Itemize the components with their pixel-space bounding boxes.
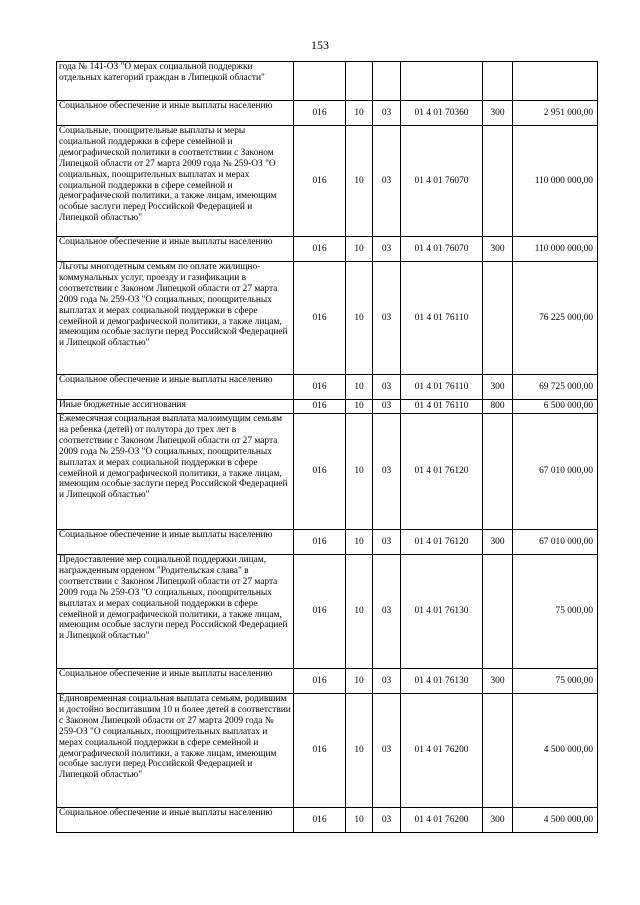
- section-code: 10: [346, 126, 373, 237]
- target-code: 01 4 01 76070: [401, 126, 483, 237]
- ministry-code: [294, 62, 346, 101]
- ministry-code: 016: [294, 101, 346, 126]
- subsection-code: 03: [373, 669, 401, 694]
- expense-type-code: [483, 694, 513, 808]
- budget-table: [56, 61, 598, 833]
- section-code: 10: [346, 555, 373, 669]
- target-code: 01 4 01 76110: [401, 262, 483, 375]
- amount: 4 500 000,00: [513, 694, 598, 808]
- row-name: Ежемесячная социальная выплата малоимущим семьям на ребенка (детей) от полутора до трех лет в соответствии с Законом Липецкой области от 27 марта 2009 года № 259-ОЗ "О социальных, поощрительных выплатах и мерах социальной поддержки в сфере семейной и демографической политики, а также лицам, имеющим особые заслуги перед Российской Федерацией и Липецкой областью": [57, 414, 294, 530]
- amount: 6 500 000,00: [513, 400, 598, 414]
- table-row: [57, 808, 598, 833]
- expense-type-code: 300: [483, 101, 513, 126]
- subsection-code: [373, 62, 401, 101]
- section-code: 10: [346, 375, 373, 400]
- ministry-code: 016: [294, 126, 346, 237]
- target-code: 01 4 01 76130: [401, 669, 483, 694]
- expense-type-code: [483, 262, 513, 375]
- table-row: [57, 555, 598, 669]
- section-code: 10: [346, 669, 373, 694]
- table-row: [57, 530, 598, 555]
- subsection-code: 03: [373, 237, 401, 262]
- target-code: 01 4 01 76120: [401, 414, 483, 530]
- amount: 67 010 000,00: [513, 414, 598, 530]
- subsection-code: 03: [373, 101, 401, 126]
- ministry-code: 016: [294, 262, 346, 375]
- row-name: Социальное обеспечение и иные выплаты населению: [57, 237, 294, 262]
- section-code: 10: [346, 400, 373, 414]
- target-code: 01 4 01 76110: [401, 375, 483, 400]
- subsection-code: 03: [373, 375, 401, 400]
- row-name: Социальное обеспечение и иные выплаты населению: [57, 669, 294, 694]
- row-name: Льготы многодетным семьям по оплате жилищно-коммунальных услуг, проезду и газификации в соответствии с Законом Липецкой области от 27 марта 2009 года № 259-ОЗ "О социальных, поощрительных выплатах и мерах социальной поддержки в сфере семейной и демографической политики, а также лицам, имеющим особые заслуги перед Российской Федерацией и Липецкой областью": [57, 262, 294, 375]
- expense-type-code: [483, 414, 513, 530]
- table-row: [57, 126, 598, 237]
- ministry-code: 016: [294, 237, 346, 262]
- expense-type-code: 800: [483, 400, 513, 414]
- target-code: 01 4 01 76200: [401, 808, 483, 833]
- row-name: Единовременная социальная выплата семьям, родившим и достойно воспитавшим 10 и более детей в соответствии с Законом Липецкой области от 27 марта 2009 года № 259-ОЗ "О социальных, поощрительных выплатах и мерах социальной поддержки в сфере семейной и демографической политики, а также лицам, имеющим особые заслуги перед Российской Федерацией и Липецкой областью": [57, 694, 294, 808]
- row-name: Социальное обеспечение и иные выплаты населению: [57, 101, 294, 126]
- ministry-code: 016: [294, 555, 346, 669]
- subsection-code: 03: [373, 530, 401, 555]
- table-row: [57, 262, 598, 375]
- table-row: [57, 694, 598, 808]
- row-name: года № 141-ОЗ "О мерах социальной поддержки отдельных категорий граждан в Липецкой области": [57, 62, 294, 101]
- section-code: 10: [346, 530, 373, 555]
- expense-type-code: [483, 555, 513, 669]
- target-code: 01 4 01 70360: [401, 101, 483, 126]
- section-code: [346, 62, 373, 101]
- amount: 110 000 000,00: [513, 237, 598, 262]
- section-code: 10: [346, 694, 373, 808]
- expense-type-code: 300: [483, 530, 513, 555]
- expense-type-code: [483, 62, 513, 101]
- subsection-code: 03: [373, 400, 401, 414]
- section-code: 10: [346, 414, 373, 530]
- expense-type-code: [483, 126, 513, 237]
- row-name: Социальное обеспечение и иные выплаты населению: [57, 375, 294, 400]
- subsection-code: 03: [373, 555, 401, 669]
- expense-type-code: 300: [483, 669, 513, 694]
- target-code: 01 4 01 76110: [401, 400, 483, 414]
- table-row: [57, 375, 598, 400]
- table-row: [57, 669, 598, 694]
- ministry-code: 016: [294, 669, 346, 694]
- table-row: [57, 400, 598, 414]
- amount: 2 951 000,00: [513, 101, 598, 126]
- ministry-code: 016: [294, 530, 346, 555]
- subsection-code: 03: [373, 414, 401, 530]
- amount: 4 500 000,00: [513, 808, 598, 833]
- ministry-code: 016: [294, 400, 346, 414]
- amount: 69 725 000,00: [513, 375, 598, 400]
- ministry-code: 016: [294, 808, 346, 833]
- section-code: 10: [346, 808, 373, 833]
- target-code: 01 4 01 76200: [401, 694, 483, 808]
- table-row: [57, 414, 598, 530]
- amount: [513, 62, 598, 101]
- target-code: 01 4 01 76120: [401, 530, 483, 555]
- target-code: [401, 62, 483, 101]
- subsection-code: 03: [373, 262, 401, 375]
- section-code: 10: [346, 237, 373, 262]
- row-name: Социальное обеспечение и иные выплаты населению: [57, 530, 294, 555]
- subsection-code: 03: [373, 126, 401, 237]
- ministry-code: 016: [294, 375, 346, 400]
- ministry-code: 016: [294, 414, 346, 530]
- amount: 76 225 000,00: [513, 262, 598, 375]
- amount: 75 000,00: [513, 555, 598, 669]
- section-code: 10: [346, 101, 373, 126]
- expense-type-code: 300: [483, 375, 513, 400]
- amount: 110 000 000,00: [513, 126, 598, 237]
- table-row: [57, 62, 598, 101]
- target-code: 01 4 01 76130: [401, 555, 483, 669]
- subsection-code: 03: [373, 808, 401, 833]
- section-code: 10: [346, 262, 373, 375]
- expense-type-code: 300: [483, 808, 513, 833]
- amount: 75 000,00: [513, 669, 598, 694]
- target-code: 01 4 01 76070: [401, 237, 483, 262]
- amount: 67 010 000,00: [513, 530, 598, 555]
- table-row: [57, 101, 598, 126]
- row-name: Социальные, поощрительные выплаты и меры социальной поддержки в сфере семейной и демографической политики в соответствии с Законом Липецкой области от 27 марта 2009 года № 259-ОЗ "О социальных, поощрительных выплатах и мерах социальной поддержки в сфере семейной и демографической политики, а также лицам, имеющим особые заслуги перед Российской Федерацией и Липецкой областью": [57, 126, 294, 237]
- expense-type-code: 300: [483, 237, 513, 262]
- row-name: Предоставление мер социальной поддержки лицам, награжденным орденом "Родительская слава" в соответствии с Законом Липецкой области от 27 марта 2009 года № 259-ОЗ "О социальных, поощрительных выплатах и мерах социальной поддержки в сфере семейной и демографической политики, а также лицам, имеющим особые заслуги перед Российской Федерацией и Липецкой областью": [57, 555, 294, 669]
- table-row: [57, 237, 598, 262]
- ministry-code: 016: [294, 694, 346, 808]
- row-name: Социальное обеспечение и иные выплаты населению: [57, 808, 294, 833]
- page-number: 153: [311, 38, 329, 52]
- row-name: Иные бюджетные ассигнования: [57, 400, 294, 414]
- subsection-code: 03: [373, 694, 401, 808]
